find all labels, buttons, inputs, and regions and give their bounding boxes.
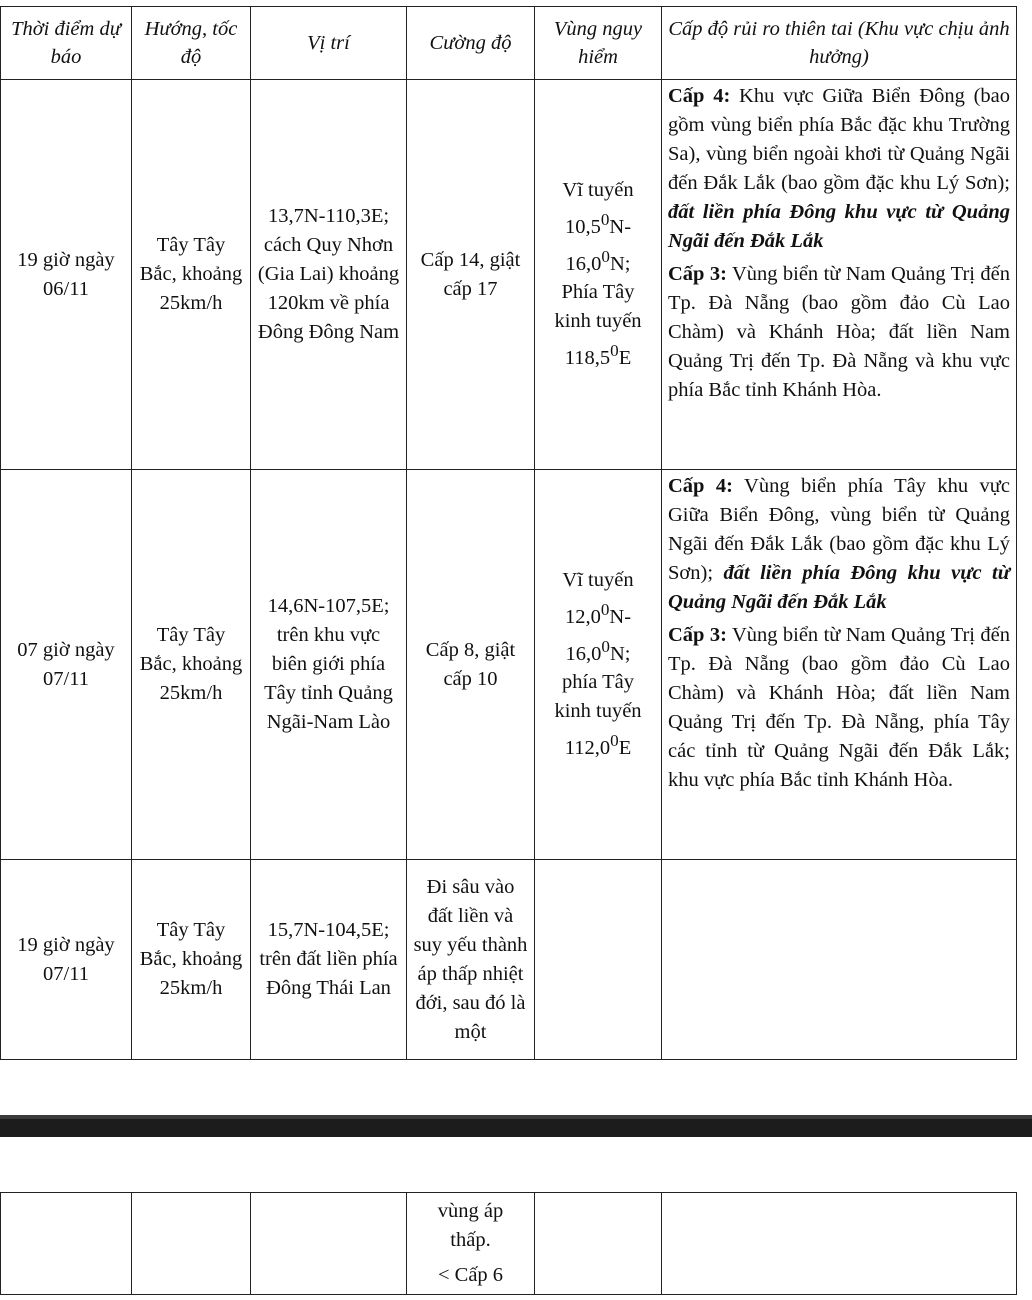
degree-mark: 0: [600, 599, 610, 619]
cell-danger-zone: [535, 860, 662, 1060]
cell-intensity: Cấp 14, giật cấp 17: [407, 80, 535, 470]
header-direction: Hướng, tốc độ: [132, 7, 251, 80]
risk-level-label: Cấp 3:: [668, 263, 727, 285]
risk-level-label: Cấp 3:: [668, 624, 727, 646]
cell-risk-level: [662, 1193, 1017, 1295]
table-row: [1, 1193, 1017, 1295]
cell-danger-zone: Vĩ tuyến 10,5$^0$N- 16,0$^0$N; Phía Tây kinh tuyến 118,5$^0$E: [535, 80, 662, 470]
cell-risk-level: Cấp 4: Khu vực Giữa Biển Đông (bao gồm vùng biển phía Bắc đặc khu Trường Sa), vùng biển ngoài khơi từ Quảng Ngãi đến Đắk Lắk (bao gồm đặc khu Lý Sơn); đất liền phía Đông khu vực từ Quảng Ngãi đến Đắk Lắk Cấp 3: Vùng biển từ Nam Quảng Trị đến Tp. Đà Nẵng (bao gồm đảo Cù Lao Chàm) và Khánh Hòa; đất liền Nam Quảng Trị đến Tp. Đà Nẵng và khu vực phía Bắc tỉnh Khánh Hòa.: [662, 80, 1017, 470]
header-risk-level: Cấp độ rủi ro thiên tai (Khu vực chịu ảnh hưởng): [662, 7, 1017, 80]
risk-level-label: Cấp 4:: [668, 85, 731, 107]
cell-intensity: vùng áp thấp. < Cấp 6: [407, 1193, 535, 1295]
cell-risk-level: [662, 860, 1017, 1060]
cell-position: 13,7N-110,3E; cách Quy Nhơn (Gia Lai) khoảng 120km về phía Đông Đông Nam: [251, 80, 407, 470]
header-danger-zone: Vùng nguy hiểm: [535, 7, 662, 80]
forecast-table-continuation: [0, 1192, 1017, 1295]
header-intensity: Cường độ: [407, 7, 535, 80]
forecast-table: [0, 6, 1017, 1060]
cell-direction: [132, 1193, 251, 1295]
cell-time: 19 giờ ngày 06/11: [1, 80, 132, 470]
header-time: Thời điểm dự báo: [1, 7, 132, 80]
degree-mark: 0: [601, 246, 610, 266]
cell-time: 19 giờ ngày 07/11: [1, 860, 132, 1060]
cell-position: 14,6N-107,5E; trên khu vực biên giới phía Tây tỉnh Quảng Ngãi-Nam Lào: [251, 470, 407, 860]
page-break-bar: [0, 1115, 1032, 1137]
header-position: Vị trí: [251, 7, 407, 80]
degree-mark: 0: [610, 731, 619, 751]
risk-emphasis: đất liền phía Đông khu vực từ Quảng Ngãi đến Đắk Lắk: [668, 562, 1011, 613]
cell-time: 07 giờ ngày 07/11: [1, 470, 132, 860]
table-row: [1, 470, 1017, 860]
cell-danger-zone: Vĩ tuyến 12,0$^0$N- 16,0$^0$N; phía Tây kinh tuyến 112,0$^0$E: [535, 470, 662, 860]
cell-position: 15,7N-104,5E; trên đất liền phía Đông Thái Lan: [251, 860, 407, 1060]
cell-position: [251, 1193, 407, 1295]
degree-mark: 0: [600, 209, 610, 229]
table-row: [1, 860, 1017, 1060]
cell-intensity: Cấp 8, giật cấp 10: [407, 470, 535, 860]
risk-emphasis: đất liền phía Đông khu vực từ Quảng Ngãi đến Đắk Lắk: [668, 201, 1010, 252]
header-row: [1, 7, 1017, 80]
risk-level-label: Cấp 4:: [668, 475, 733, 497]
cell-danger-zone: [535, 1193, 662, 1295]
degree-mark: 0: [610, 341, 619, 361]
cell-risk-level: Cấp 4: Vùng biển phía Tây khu vực Giữa Biển Đông, vùng biển từ Quảng Ngãi đến Đắk Lắk (bao gồm đặc khu Lý Sơn); đất liền phía Đông khu vực từ Quảng Ngãi đến Đắk Lắk Cấp 3: Vùng biển từ Nam Quảng Trị đến Tp. Đà Nẵng (bao gồm đảo Cù Lao Chàm) và Khánh Hòa; đất liền Nam Quảng Trị đến Tp. Đà Nẵng, phía Tây các tỉnh từ Quảng Ngãi đến Đắk Lắk; khu vực phía Bắc tỉnh Khánh Hòa.: [662, 470, 1017, 860]
cell-direction: Tây Tây Bắc, khoảng 25km/h: [132, 80, 251, 470]
cell-direction: Tây Tây Bắc, khoảng 25km/h: [132, 860, 251, 1060]
cell-time: [1, 1193, 132, 1295]
cell-intensity: Đi sâu vào đất liền và suy yếu thành áp thấp nhiệt đới, sau đó là một: [407, 860, 535, 1060]
table-row: [1, 80, 1017, 470]
degree-mark: 0: [601, 636, 610, 656]
cell-direction: Tây Tây Bắc, khoảng 25km/h: [132, 470, 251, 860]
